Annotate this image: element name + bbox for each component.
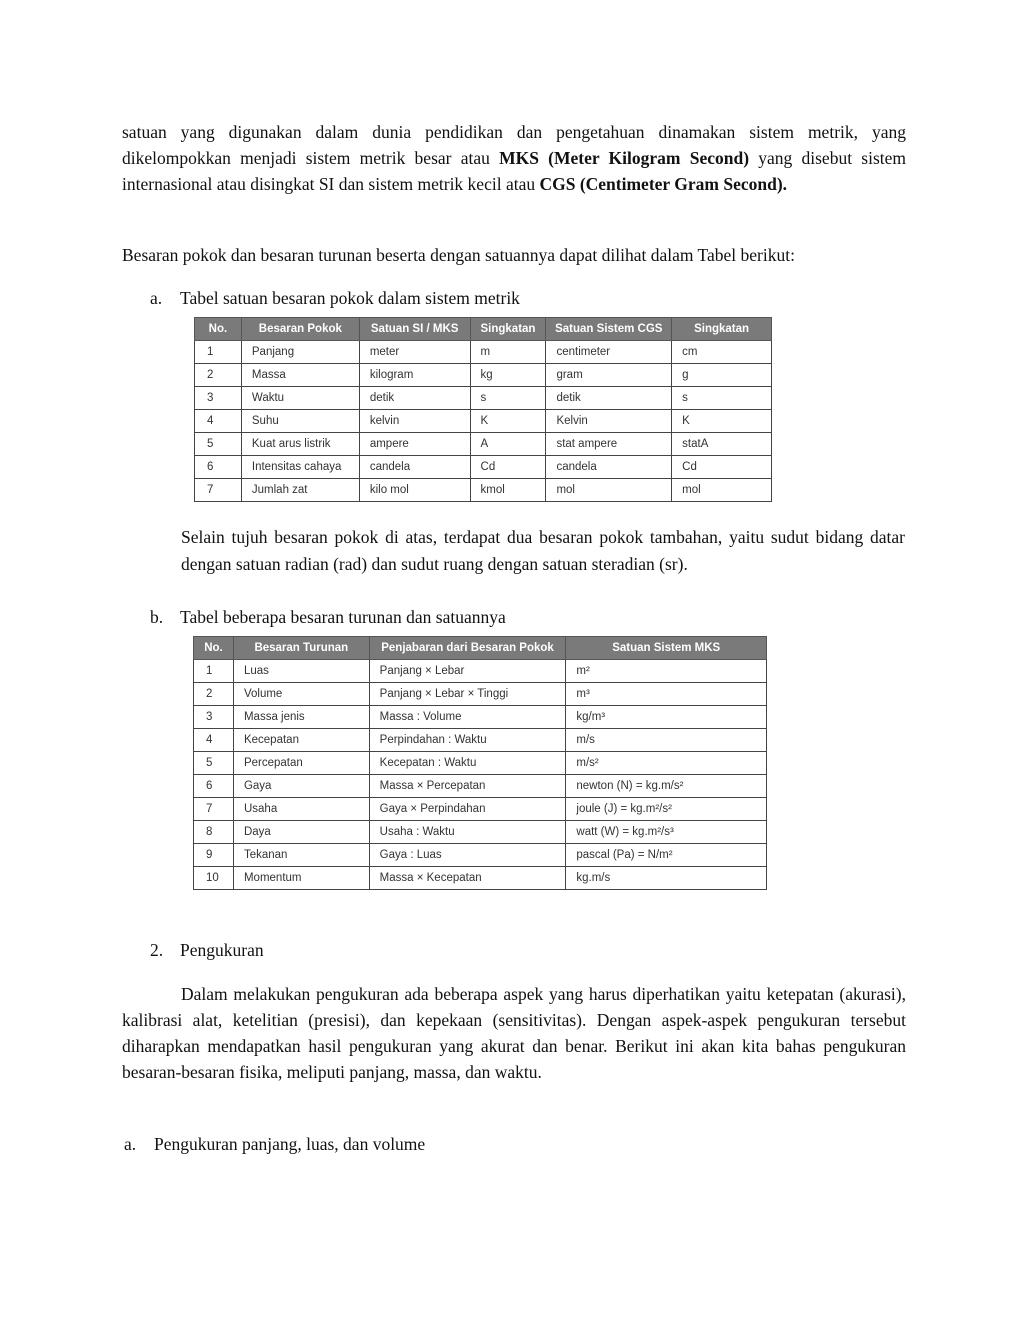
table-cell: Percepatan — [233, 752, 369, 775]
table-cell: s — [672, 387, 772, 410]
table-header-row — [194, 637, 767, 660]
table-cell: Daya — [233, 821, 369, 844]
pengukuran-paragraph: Dalam melakukan pengukuran ada beberapa aspek yang harus diperhatikan yaitu ketepatan (akurasi), kalibrasi alat, ketelitian (presisi), dan kepekaan (sensitivitas). Dengan aspek-aspek pengukuran tersebut diharapkan mendapatkan hasil pengukuran yang akurat dan benar. Berikut ini akan kita bahas pengukuran besaran-besaran fisika, meliputi panjang, massa, dan waktu. — [122, 984, 906, 1082]
table-cell: s — [470, 387, 546, 410]
table-cell: Panjang × Lebar — [369, 660, 566, 683]
section-2-marker: 2. — [150, 940, 164, 960]
table-cell: Kecepatan — [233, 729, 369, 752]
table-cell: 9 — [194, 844, 234, 867]
table-cell: gram — [546, 364, 672, 387]
table-cell: joule (J) = kg.m²/s² — [566, 798, 767, 821]
table-cell: 5 — [195, 433, 242, 456]
intro-text-2: yang disebut sistem internasional atau disingkat SI dan sistem metrik kecil atau — [122, 148, 907, 194]
table-cell: Kuat arus listrik — [241, 433, 359, 456]
table-cell: Usaha : Waktu — [369, 821, 566, 844]
table-cell: kilo mol — [359, 479, 470, 502]
table-header-cell: Besaran Pokok — [241, 318, 359, 341]
table-cell: Massa — [241, 364, 359, 387]
table-row — [195, 341, 772, 364]
table-cell: pascal (Pa) = N/m² — [566, 844, 767, 867]
table-row — [194, 798, 767, 821]
table-cell: Gaya — [233, 775, 369, 798]
table-cell: candela — [546, 456, 672, 479]
section-b-heading — [150, 605, 506, 629]
intro-bold-mks: MKS (Meter Kilogram Second) — [499, 148, 750, 168]
table-cell: Massa × Kecepatan — [369, 867, 566, 890]
table-header-cell: Singkatan — [672, 318, 772, 341]
table-row — [195, 479, 772, 502]
table-cell: mol — [672, 479, 772, 502]
table-cell: mol — [546, 479, 672, 502]
section-a-marker: a. — [150, 288, 163, 308]
table-cell: 4 — [194, 729, 234, 752]
intro-bold-cgs: CGS (Centimeter Gram Second). — [539, 174, 788, 194]
table-cell: 2 — [195, 364, 242, 387]
table-cell: detik — [546, 387, 672, 410]
table-cell: m/s — [566, 729, 767, 752]
table-cell: Cd — [672, 456, 772, 479]
table-cell: Perpindahan : Waktu — [369, 729, 566, 752]
section-a2-heading — [124, 1132, 425, 1156]
table-cell: m² — [566, 660, 767, 683]
section-2-title: Pengukuran — [180, 940, 264, 960]
table-cell: Massa : Volume — [369, 706, 566, 729]
table-row — [194, 683, 767, 706]
table-cell: stat ampere — [546, 433, 672, 456]
table-header-cell: Penjabaran dari Besaran Pokok — [369, 637, 566, 660]
table-cell: A — [470, 433, 546, 456]
table-cell: Momentum — [233, 867, 369, 890]
table-row — [194, 867, 767, 890]
table-cell: centimeter — [546, 341, 672, 364]
table-cell: kg.m/s — [566, 867, 767, 890]
table-cell: 6 — [195, 456, 242, 479]
table-cell: Gaya × Perpindahan — [369, 798, 566, 821]
table-cell: statA — [672, 433, 772, 456]
intro-text-1: satuan yang digunakan dalam dunia pendidikan dan pengetahuan dinamakan sistem metrik, yang dikelompokkan menjadi sistem metrik besar atau — [122, 122, 906, 168]
table-header-cell: Singkatan — [470, 318, 546, 341]
table-cell: 1 — [194, 660, 234, 683]
table-row — [195, 456, 772, 479]
table-cell: watt (W) = kg.m²/s³ — [566, 821, 767, 844]
table-cell: Kelvin — [546, 410, 672, 433]
table-cell: candela — [359, 456, 470, 479]
table-cell: m³ — [566, 683, 767, 706]
table-cell: 5 — [194, 752, 234, 775]
table-cell: meter — [359, 341, 470, 364]
table-cell: Tekanan — [233, 844, 369, 867]
table-cell: 8 — [194, 821, 234, 844]
table-cell: newton (N) = kg.m/s² — [566, 775, 767, 798]
table-cell: Usaha — [233, 798, 369, 821]
table-row — [194, 821, 767, 844]
table-row — [194, 775, 767, 798]
table-header-cell: Satuan Sistem CGS — [546, 318, 672, 341]
table-cell: g — [672, 364, 772, 387]
table-cell: ampere — [359, 433, 470, 456]
intro-paragraph — [122, 119, 906, 197]
table-cell: Kecepatan : Waktu — [369, 752, 566, 775]
table-cell: kilogram — [359, 364, 470, 387]
table-cell: Cd — [470, 456, 546, 479]
section-a-title: Tabel satuan besaran pokok dalam sistem metrik — [180, 288, 520, 308]
table-cell: Volume — [233, 683, 369, 706]
section-a-heading — [150, 286, 520, 310]
table-header-row — [195, 318, 772, 341]
table-cell: K — [470, 410, 546, 433]
table-row — [195, 433, 772, 456]
table-row — [194, 752, 767, 775]
table-header-cell: No. — [195, 318, 242, 341]
table-header-cell: Satuan Sistem MKS — [566, 637, 767, 660]
table-cell: Intensitas cahaya — [241, 456, 359, 479]
table-cell: 3 — [194, 706, 234, 729]
table-besaran-pokok — [194, 317, 772, 502]
table-cell: 1 — [195, 341, 242, 364]
table-cell: 10 — [194, 867, 234, 890]
selain-paragraph: Selain tujuh besaran pokok di atas, terdapat dua besaran pokok tambahan, yaitu sudut bidang datar dengan satuan radian (rad) dan sudut ruang dengan satuan steradian (sr). — [181, 527, 905, 574]
table-cell: kg — [470, 364, 546, 387]
section-2-heading — [150, 938, 264, 962]
table-cell: cm — [672, 341, 772, 364]
table-header-cell: No. — [194, 637, 234, 660]
table-cell: detik — [359, 387, 470, 410]
table-cell: Waktu — [241, 387, 359, 410]
table-cell: Luas — [233, 660, 369, 683]
table-header-cell: Satuan SI / MKS — [359, 318, 470, 341]
table-cell: 6 — [194, 775, 234, 798]
table-row — [194, 706, 767, 729]
table-besaran-turunan — [193, 636, 767, 890]
table-cell: Gaya : Luas — [369, 844, 566, 867]
table-cell: Massa jenis — [233, 706, 369, 729]
table-row — [195, 387, 772, 410]
table-row — [195, 410, 772, 433]
table-row — [194, 729, 767, 752]
table-cell: 7 — [194, 798, 234, 821]
table-cell: Jumlah zat — [241, 479, 359, 502]
table-row — [194, 660, 767, 683]
table-cell: m — [470, 341, 546, 364]
table-cell: Panjang × Lebar × Tinggi — [369, 683, 566, 706]
table-cell: K — [672, 410, 772, 433]
section-a2-marker: a. — [124, 1134, 137, 1154]
table-row — [195, 364, 772, 387]
section-a2-title: Pengukuran panjang, luas, dan volume — [154, 1134, 426, 1154]
table-cell: m/s² — [566, 752, 767, 775]
besaran-intro-paragraph: Besaran pokok dan besaran turunan beserta dengan satuannya dapat dilihat dalam Tabel berikut: — [122, 245, 795, 265]
table-cell: 4 — [195, 410, 242, 433]
section-b-title: Tabel beberapa besaran turunan dan satuannya — [180, 607, 506, 627]
table-cell: 7 — [195, 479, 242, 502]
table-cell: kelvin — [359, 410, 470, 433]
table-cell: Panjang — [241, 341, 359, 364]
section-b-marker: b. — [150, 607, 164, 627]
table-cell: kg/m³ — [566, 706, 767, 729]
table-cell: Massa × Percepatan — [369, 775, 566, 798]
table-cell: Suhu — [241, 410, 359, 433]
table-row — [194, 844, 767, 867]
table-cell: 2 — [194, 683, 234, 706]
table-cell: kmol — [470, 479, 546, 502]
table-header-cell: Besaran Turunan — [233, 637, 369, 660]
table-cell: 3 — [195, 387, 242, 410]
